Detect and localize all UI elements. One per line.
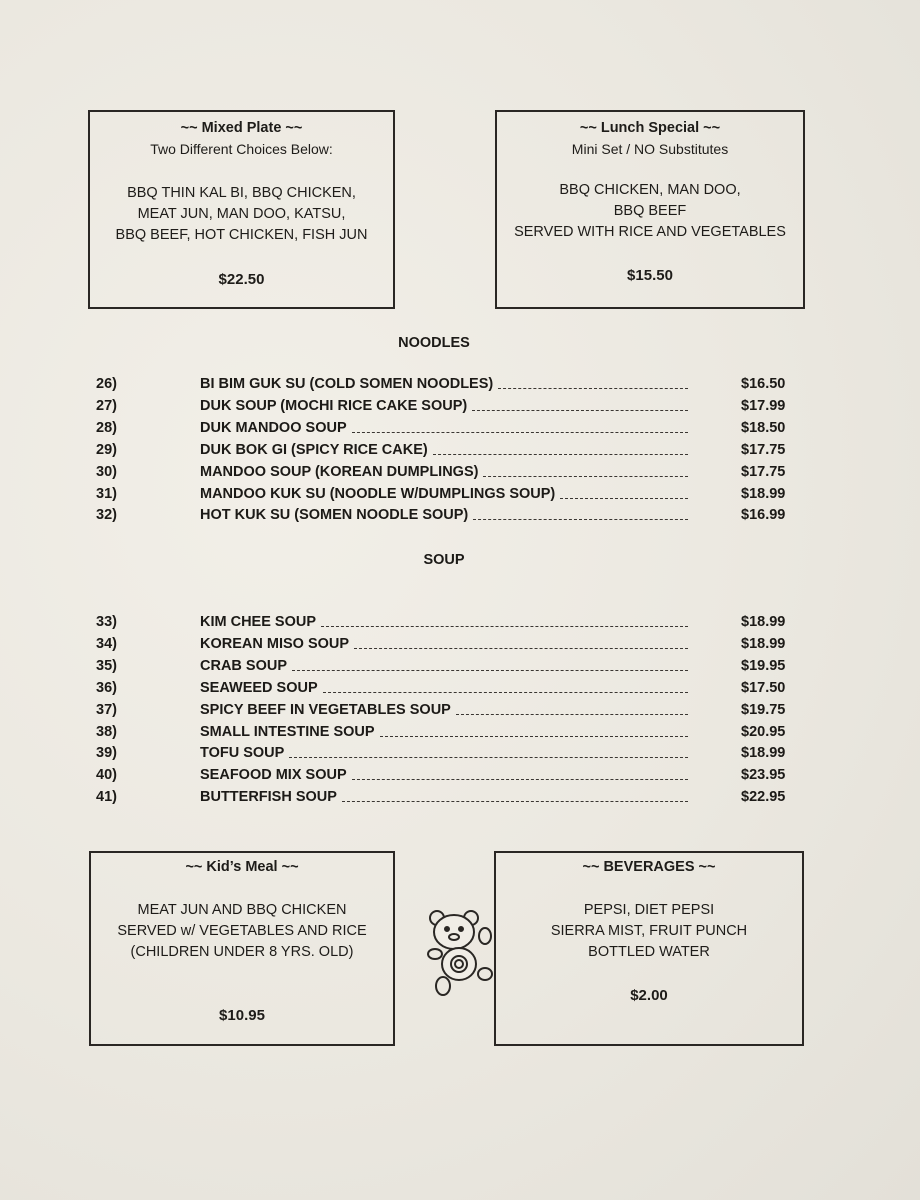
menu-item-row [0, 486, 920, 508]
menu-item-row [0, 614, 920, 636]
item-price: $17.50 [741, 679, 786, 696]
item-name: DUK BOK GI (SPICY RICE CAKE) [200, 441, 428, 458]
item-number: 41) [96, 789, 117, 806]
dot-leader [321, 626, 688, 627]
beverages-title: ~~ BEVERAGES ~~ [582, 859, 716, 875]
item-price: $16.50 [741, 376, 786, 392]
menu-item-row [0, 724, 920, 746]
dot-leader [433, 454, 688, 455]
menu-item-row [0, 398, 920, 420]
item-price: $18.99 [741, 635, 786, 652]
mixed-plate-line: MEAT JUN, MAN DOO, KATSU, [137, 206, 346, 222]
item-price: $19.95 [741, 657, 786, 674]
noodles-heading: NOODLES [398, 335, 470, 351]
dot-leader [498, 388, 688, 389]
dot-leader [483, 476, 688, 477]
item-price: $18.99 [741, 614, 786, 630]
item-number: 26) [96, 376, 117, 392]
lunch-special-title: ~~ Lunch Special ~~ [579, 120, 721, 136]
item-price: $17.75 [741, 441, 786, 458]
item-number: 39) [96, 745, 117, 762]
menu-item-row [0, 420, 920, 442]
kids-meal-title: ~~ Kid’s Meal ~~ [185, 859, 299, 875]
dot-leader [289, 757, 688, 758]
menu-item-row [0, 745, 920, 767]
kids-meal-price: $10.95 [219, 1007, 265, 1024]
menu-item-row [0, 464, 920, 486]
item-number: 28) [96, 419, 117, 436]
item-name: CRAB SOUP [200, 657, 288, 674]
lunch-special-line: BBQ CHICKEN, MAN DOO, [559, 182, 741, 198]
dot-leader [354, 648, 688, 649]
item-number: 37) [96, 701, 117, 718]
menu-item-row [0, 636, 920, 658]
dot-leader [352, 432, 688, 433]
item-price: $17.75 [741, 463, 786, 480]
item-name: DUK SOUP (MOCHI RICE CAKE SOUP) [200, 397, 468, 414]
dot-leader [352, 779, 688, 780]
lunch-special-box [495, 110, 805, 309]
lunch-special-line: SERVED WITH RICE AND VEGETABLES [514, 224, 786, 240]
dot-leader [342, 801, 688, 802]
item-name: MANDOO SOUP (KOREAN DUMPLINGS) [200, 463, 479, 480]
item-number: 27) [96, 397, 117, 414]
item-price: $22.95 [741, 789, 786, 806]
item-number: 36) [96, 679, 117, 696]
teddy-bear-icon [423, 906, 497, 1002]
item-name: SMALL INTESTINE SOUP [200, 723, 375, 740]
item-number: 32) [96, 507, 117, 524]
kids-meal-line: MEAT JUN AND BBQ CHICKEN [137, 902, 347, 918]
soup-heading: SOUP [423, 552, 465, 568]
item-name: BI BIM GUK SU (COLD SOMEN NOODLES) [200, 376, 494, 392]
item-name: SPICY BEEF IN VEGETABLES SOUP [200, 701, 451, 718]
kids-meal-line: SERVED w/ VEGETABLES AND RICE [117, 923, 367, 939]
item-name: SEAFOOD MIX SOUP [200, 767, 347, 784]
menu-item-row [0, 442, 920, 464]
dot-leader [456, 714, 688, 715]
mixed-plate-title: ~~ Mixed Plate ~~ [180, 120, 303, 136]
item-number: 31) [96, 485, 117, 502]
beverages-box [494, 851, 804, 1046]
item-number: 40) [96, 767, 117, 784]
dot-leader [560, 498, 688, 499]
item-number: 33) [96, 614, 117, 630]
item-price: $16.99 [741, 507, 786, 524]
dot-leader [323, 692, 688, 693]
item-name: DUK MANDOO SOUP [200, 419, 347, 436]
beverages-line: PEPSI, DIET PEPSI [583, 902, 715, 918]
mixed-plate-line: BBQ BEEF, HOT CHICKEN, FISH JUN [115, 227, 368, 243]
menu-item-row [0, 789, 920, 811]
item-name: HOT KUK SU (SOMEN NOODLE SOUP) [200, 507, 469, 524]
item-price: $18.99 [741, 745, 786, 762]
dot-leader [292, 670, 688, 671]
kids-meal-box [89, 851, 395, 1046]
dot-leader [380, 736, 688, 737]
item-name: TOFU SOUP [200, 745, 285, 762]
item-price: $19.75 [741, 701, 786, 718]
item-name: MANDOO KUK SU (NOODLE W/DUMPLINGS SOUP) [200, 485, 556, 502]
lunch-special-line: BBQ BEEF [613, 203, 687, 219]
item-number: 38) [96, 723, 117, 740]
dot-leader [472, 410, 688, 411]
menu-item-row [0, 767, 920, 789]
menu-item-row [0, 680, 920, 702]
mixed-plate-box [88, 110, 395, 309]
kids-meal-line: (CHILDREN UNDER 8 YRS. OLD) [130, 944, 354, 960]
item-price: $17.99 [741, 397, 786, 414]
beverages-line: SIERRA MIST, FRUIT PUNCH [550, 923, 748, 939]
item-name: KOREAN MISO SOUP [200, 635, 350, 652]
item-number: 34) [96, 635, 117, 652]
item-price: $23.95 [741, 767, 786, 784]
mixed-plate-subtitle: Two Different Choices Below: [150, 141, 333, 157]
mixed-plate-price: $22.50 [218, 271, 265, 288]
beverages-price: $2.00 [630, 987, 668, 1004]
dot-leader [473, 519, 688, 520]
item-number: 35) [96, 657, 117, 674]
menu-item-row [0, 376, 920, 398]
mixed-plate-line: BBQ THIN KAL BI, BBQ CHICKEN, [127, 185, 356, 201]
menu-item-row [0, 658, 920, 680]
item-price: $20.95 [741, 723, 786, 740]
item-name: BUTTERFISH SOUP [200, 789, 337, 806]
menu-item-row [0, 507, 920, 529]
item-price: $18.99 [741, 485, 786, 502]
item-price: $18.50 [741, 419, 786, 436]
menu-item-row [0, 702, 920, 724]
item-name: SEAWEED SOUP [200, 679, 318, 696]
beverages-line: BOTTLED WATER [588, 944, 710, 960]
item-number: 30) [96, 463, 117, 480]
lunch-special-price: $15.50 [627, 267, 673, 284]
item-number: 29) [96, 441, 117, 458]
item-name: KIM CHEE SOUP [200, 614, 317, 630]
lunch-special-subtitle: Mini Set / NO Substitutes [571, 141, 729, 157]
